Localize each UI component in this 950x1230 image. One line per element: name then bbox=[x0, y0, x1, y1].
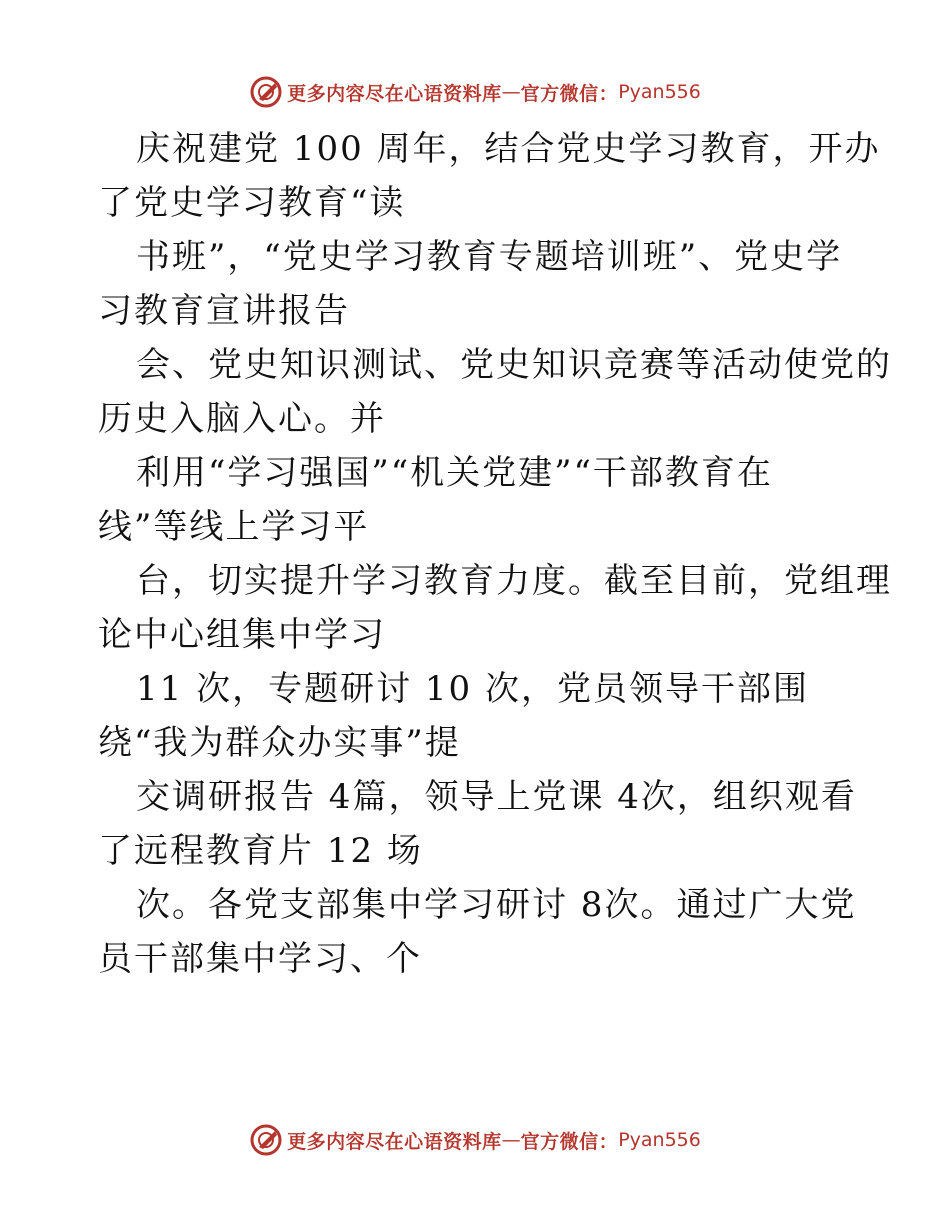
text-line: 历史入脑入心。并 bbox=[98, 399, 386, 439]
text-line: 习教育宣讲报告 bbox=[98, 291, 350, 331]
text-line: 了党史学习教育“读 bbox=[98, 183, 406, 223]
logo-icon bbox=[249, 75, 283, 109]
logo-icon bbox=[249, 1123, 283, 1157]
text-line: 员干部集中学习、个 bbox=[98, 939, 422, 979]
text-line: 11 次，专题研讨 10 次，党员领导干部围 bbox=[136, 669, 809, 709]
watermark-wechat-id: Pyan556 bbox=[618, 81, 701, 103]
text-line: 次。各党支部集中学习研讨 8次。通过广大党 bbox=[136, 885, 857, 925]
watermark-site-text: 更多内容尽在心语资料库 bbox=[287, 82, 502, 105]
text-line: 了远程教育片 12 场 bbox=[98, 831, 423, 871]
text-line: 庆祝建党 100 周年，结合党史学习教育，开办 bbox=[136, 129, 881, 169]
footer-watermark bbox=[0, 1120, 950, 1160]
watermark-site-text: 更多内容尽在心语资料库 bbox=[287, 1130, 502, 1153]
watermark-official-label: 官方微信： bbox=[520, 82, 619, 105]
text-line: 论中心组集中学习 bbox=[98, 615, 386, 655]
header-watermark bbox=[0, 72, 950, 112]
watermark-wechat-id: Pyan556 bbox=[618, 1129, 701, 1151]
text-line: 会、党史知识测试、党史知识竞赛等活动使党的 bbox=[136, 345, 892, 385]
text-line: 线”等线上学习平 bbox=[98, 507, 370, 547]
text-line: 绕“我为群众办实事”提 bbox=[98, 723, 461, 763]
watermark-official-label: 官方微信： bbox=[520, 1130, 619, 1153]
text-line: 交调研报告 4篇，领导上党课 4次，组织观看 bbox=[136, 777, 857, 817]
text-line: 书班”，“党史学习教育专题培训班”、党史学 bbox=[136, 237, 843, 277]
watermark-separator: — bbox=[501, 1129, 521, 1151]
text-line: 台，切实提升学习教育力度。截至目前，党组理 bbox=[136, 561, 892, 601]
document-body bbox=[98, 122, 892, 986]
text-line: 利用“学习强国”“机关党建”“干部教育在 bbox=[136, 453, 773, 493]
watermark-separator: — bbox=[501, 81, 521, 103]
